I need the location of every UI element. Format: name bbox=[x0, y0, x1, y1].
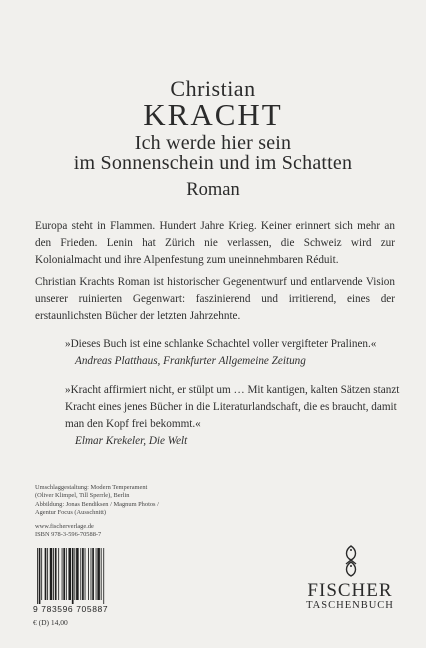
barcode bbox=[33, 548, 133, 630]
quote-source: Elmar Krekeler, Die Welt bbox=[75, 435, 188, 447]
publisher-imprint: TASCHENBUCH bbox=[306, 600, 394, 611]
quote-source: Andreas Platthaus, Frankfurter Allgemeine Zeitung bbox=[75, 355, 306, 367]
barcode-bars bbox=[35, 548, 131, 604]
credit-line: (Oliver Klimpel, Till Sperrle), Berlin bbox=[35, 492, 130, 500]
blurb-paragraph-1: Europa steht in Flammen. Hundert Jahre Krieg. Keiner erinnert sich mehr an den Frieden. Lenin hat Zürich nie verlassen, die Schweiz wird zur Kolonialmacht und ihre Alpenfestung zum uneinnehmbaren Réduit. bbox=[35, 220, 395, 266]
credit-line: Agentur Focus (Ausschnitt) bbox=[35, 509, 106, 517]
isbn-number: ISBN 978-3-596-70588-7 bbox=[35, 531, 102, 539]
quote-text: »Dieses Buch ist eine schlanke Schachtel voller vergifteter Pralinen.« bbox=[65, 338, 377, 350]
book-title-line-1: Ich werde hier sein bbox=[134, 132, 292, 154]
fischer-fish-icon bbox=[340, 544, 362, 578]
author-first-name: Christian bbox=[170, 76, 256, 101]
credit-line: Umschlaggestaltung: Modern Temperament bbox=[35, 484, 148, 491]
publisher-website: www.fischerverlage.de bbox=[35, 522, 94, 530]
credit-line: Abbildung: Jonas Bendiksen / Magnum Photos / bbox=[35, 500, 159, 508]
cover-credits bbox=[35, 484, 195, 539]
review-quote-1 bbox=[65, 336, 405, 370]
blurb-paragraph-2: Christian Krachts Roman ist historischer Gegenentwurf und entlarvende Vision unserer ruinierten Gegenwart: faszinierend und irritierend, eines der erstaunlichsten Bücher der letzten Jahrzehnte. bbox=[35, 276, 395, 322]
quote-text: »Kracht affirmiert nicht, er stülpt um … Mit kantigen, kalten Sätzen stanzt Kracht eines jenes Bücher in die Literaturlandschaft, die es braucht, damit man den Kopf frei bekommt.« bbox=[65, 384, 400, 430]
book-title-line-2: im Sonnenschein und im Schatten bbox=[73, 152, 353, 174]
price-label: € (D) 14,00 bbox=[33, 618, 68, 627]
barcode-digits: 9 783596 705887 bbox=[33, 604, 109, 614]
publisher-logo bbox=[300, 544, 400, 624]
author-last-name: KRACHT bbox=[143, 97, 283, 132]
publisher-name: FISCHER bbox=[307, 580, 393, 601]
genre-label: Roman bbox=[186, 180, 240, 200]
review-quote-2 bbox=[65, 382, 405, 450]
